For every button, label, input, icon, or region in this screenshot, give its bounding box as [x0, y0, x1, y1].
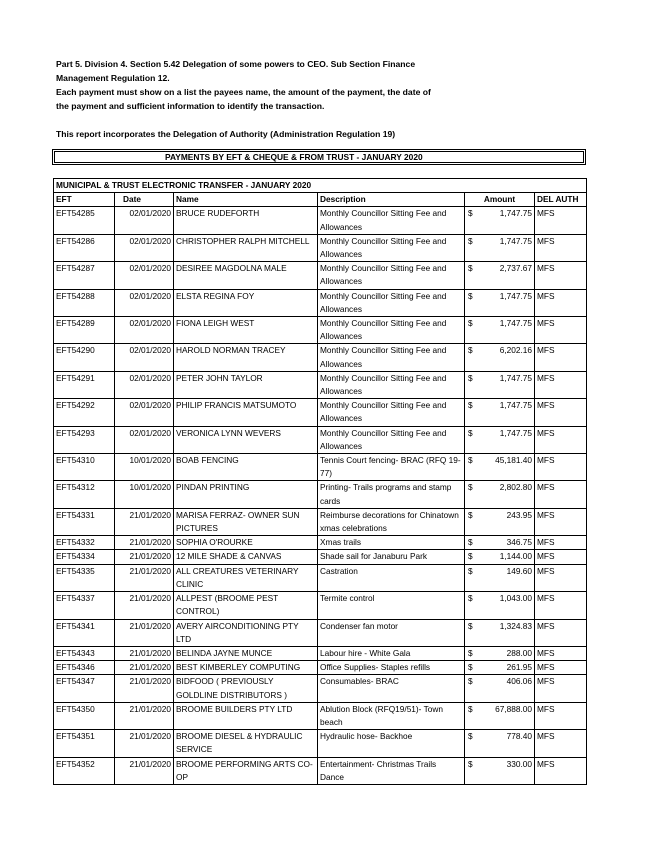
currency-symbol: $	[468, 565, 473, 576]
del-auth-cell: MFS	[535, 399, 587, 426]
del-auth-cell: MFS	[535, 646, 587, 660]
date-cell: 21/01/2020	[115, 564, 174, 591]
name-cell: PETER JOHN TAYLOR	[174, 371, 318, 398]
amount-cell	[465, 619, 535, 646]
intro-line: Management Regulation 12.	[56, 73, 170, 83]
amount-cell	[465, 592, 535, 619]
del-auth-cell: MFS	[535, 481, 587, 508]
del-auth-cell: MFS	[535, 508, 587, 535]
eft-cell: EFT54352	[54, 757, 115, 784]
amount-value: 1,747.75	[499, 427, 532, 438]
date-cell: 21/01/2020	[115, 592, 174, 619]
description-cell: Labour hire - White Gala	[318, 646, 465, 660]
currency-symbol: $	[468, 731, 473, 742]
date-cell: 21/01/2020	[115, 536, 174, 550]
name-cell: HAROLD NORMAN TRACEY	[174, 344, 318, 371]
del-auth-cell: MFS	[535, 454, 587, 481]
currency-symbol: $	[468, 290, 473, 301]
amount-value: 1,043.00	[499, 593, 532, 604]
del-auth-cell: MFS	[535, 289, 587, 316]
col-header-amount: Amount	[465, 193, 535, 207]
eft-cell: EFT54332	[54, 536, 115, 550]
description-cell: Monthly Councillor Sitting Fee and Allowances	[318, 207, 465, 234]
table-row	[54, 757, 587, 784]
amount-cell	[465, 702, 535, 729]
eft-cell: EFT54346	[54, 661, 115, 675]
currency-symbol: $	[468, 620, 473, 631]
eft-cell: EFT54337	[54, 592, 115, 619]
table-row	[54, 344, 587, 371]
del-auth-cell: MFS	[535, 757, 587, 784]
eft-table	[53, 178, 587, 785]
description-cell: Office Supplies- Staples refills	[318, 661, 465, 675]
amount-value: 67,888.00	[495, 703, 532, 714]
name-cell: ELSTA REGINA FOY	[174, 289, 318, 316]
table-row	[54, 619, 587, 646]
table-row	[54, 317, 587, 344]
name-cell: ALLPEST (BROOME PEST CONTROL)	[174, 592, 318, 619]
description-cell: Monthly Councillor Sitting Fee and Allowances	[318, 426, 465, 453]
amount-cell	[465, 757, 535, 784]
eft-cell: EFT54292	[54, 399, 115, 426]
amount-value: 406.06	[506, 676, 532, 687]
eft-cell: EFT54287	[54, 262, 115, 289]
table-row	[54, 730, 587, 757]
date-cell: 21/01/2020	[115, 508, 174, 535]
amount-value: 1,747.75	[499, 400, 532, 411]
amount-cell	[465, 344, 535, 371]
intro-line: Part 5. Division 4. Section 5.42 Delegation of some powers to CEO. Sub Section Finance	[56, 59, 416, 69]
date-cell: 10/01/2020	[115, 454, 174, 481]
description-cell: Termite control	[318, 592, 465, 619]
name-cell: CHRISTOPHER RALPH MITCHELL	[174, 234, 318, 261]
name-cell: 12 MILE SHADE & CANVAS	[174, 550, 318, 564]
name-cell: ALL CREATURES VETERINARY CLINIC	[174, 564, 318, 591]
del-auth-cell: MFS	[535, 317, 587, 344]
date-cell: 02/01/2020	[115, 426, 174, 453]
currency-symbol: $	[468, 758, 473, 769]
name-cell: PHILIP FRANCIS MATSUMOTO	[174, 399, 318, 426]
amount-value: 6,202.16	[499, 345, 532, 356]
eft-cell: EFT54343	[54, 646, 115, 660]
name-cell: DESIREE MAGDOLNA MALE	[174, 262, 318, 289]
currency-symbol: $	[468, 427, 473, 438]
name-cell: VERONICA LYNN WEVERS	[174, 426, 318, 453]
table-row	[54, 702, 587, 729]
amount-value: 1,324.83	[499, 620, 532, 631]
table-row	[54, 592, 587, 619]
table-row	[54, 371, 587, 398]
amount-value: 2,737.67	[499, 263, 532, 274]
description-cell: Ablution Block (RFQ19/51)- Town beach	[318, 702, 465, 729]
date-cell: 02/01/2020	[115, 371, 174, 398]
currency-symbol: $	[468, 703, 473, 714]
description-cell: Printing- Trails programs and stamp cards	[318, 481, 465, 508]
table-row	[54, 399, 587, 426]
currency-symbol: $	[468, 345, 473, 356]
del-auth-cell: MFS	[535, 564, 587, 591]
amount-value: 1,747.75	[499, 235, 532, 246]
currency-symbol: $	[468, 318, 473, 329]
amount-cell	[465, 317, 535, 344]
currency-symbol: $	[468, 509, 473, 520]
currency-symbol: $	[468, 482, 473, 493]
description-cell: Hydraulic hose- Backhoe	[318, 730, 465, 757]
col-header-date: Date	[115, 193, 174, 207]
table-row	[54, 550, 587, 564]
date-cell: 21/01/2020	[115, 757, 174, 784]
currency-symbol: $	[468, 593, 473, 604]
table-row	[54, 426, 587, 453]
amount-cell	[465, 550, 535, 564]
currency-symbol: $	[468, 537, 473, 548]
del-auth-cell: MFS	[535, 344, 587, 371]
table-row	[54, 481, 587, 508]
del-auth-cell: MFS	[535, 207, 587, 234]
currency-symbol: $	[468, 208, 473, 219]
intro-text	[56, 57, 476, 141]
amount-value: 243.95	[506, 509, 532, 520]
eft-cell: EFT54290	[54, 344, 115, 371]
name-cell: PINDAN PRINTING	[174, 481, 318, 508]
del-auth-cell: MFS	[535, 262, 587, 289]
name-cell: MARISA FERRAZ- OWNER SUN PICTURES	[174, 508, 318, 535]
description-cell: Monthly Councillor Sitting Fee and Allowances	[318, 399, 465, 426]
payments-banner	[52, 149, 586, 165]
table-row	[54, 661, 587, 675]
intro-line: Each payment must show on a list the payees name, the amount of the payment, the date of	[56, 87, 431, 97]
name-cell: BRUCE RUDEFORTH	[174, 207, 318, 234]
date-cell: 02/01/2020	[115, 344, 174, 371]
amount-value: 1,747.75	[499, 372, 532, 383]
del-auth-cell: MFS	[535, 730, 587, 757]
intro-line: the payment and sufficient information to identify the transaction.	[56, 101, 325, 111]
amount-cell	[465, 508, 535, 535]
amount-cell	[465, 207, 535, 234]
eft-cell: EFT54331	[54, 508, 115, 535]
date-cell: 02/01/2020	[115, 317, 174, 344]
amount-value: 261.95	[506, 662, 532, 673]
table-row	[54, 646, 587, 660]
amount-cell	[465, 646, 535, 660]
amount-value: 149.60	[506, 565, 532, 576]
intro-line: This report incorporates the Delegation of Authority (Administration Regulation 19)	[56, 129, 396, 139]
del-auth-cell: MFS	[535, 371, 587, 398]
name-cell: FIONA LEIGH WEST	[174, 317, 318, 344]
eft-cell: EFT54289	[54, 317, 115, 344]
date-cell: 21/01/2020	[115, 619, 174, 646]
amount-value: 346.75	[506, 537, 532, 548]
table-row	[54, 289, 587, 316]
name-cell: BELINDA JAYNE MUNCE	[174, 646, 318, 660]
amount-cell	[465, 564, 535, 591]
description-cell: Monthly Councillor Sitting Fee and Allowances	[318, 262, 465, 289]
amount-cell	[465, 289, 535, 316]
amount-cell	[465, 661, 535, 675]
amount-cell	[465, 262, 535, 289]
eft-cell: EFT54351	[54, 730, 115, 757]
description-cell: Monthly Councillor Sitting Fee and Allowances	[318, 344, 465, 371]
amount-value: 2,802.80	[499, 482, 532, 493]
description-cell: Reimburse decorations for Chinatown xmas celebrations	[318, 508, 465, 535]
amount-value: 1,747.75	[499, 290, 532, 301]
amount-cell	[465, 675, 535, 702]
del-auth-cell: MFS	[535, 592, 587, 619]
description-cell: Consumables- BRAC	[318, 675, 465, 702]
description-cell: Monthly Councillor Sitting Fee and Allowances	[318, 317, 465, 344]
description-cell: Monthly Councillor Sitting Fee and Allowances	[318, 289, 465, 316]
name-cell: SOPHIA O'ROURKE	[174, 536, 318, 550]
del-auth-cell: MFS	[535, 702, 587, 729]
amount-value: 1,747.75	[499, 208, 532, 219]
table-title: MUNICIPAL & TRUST ELECTRONIC TRANSFER - JANUARY 2020	[54, 179, 587, 193]
currency-symbol: $	[468, 647, 473, 658]
del-auth-cell: MFS	[535, 234, 587, 261]
amount-value: 45,181.40	[495, 455, 532, 466]
del-auth-cell: MFS	[535, 661, 587, 675]
amount-cell	[465, 536, 535, 550]
name-cell: BIDFOOD ( PREVIOUSLY GOLDLINE DISTRIBUTORS )	[174, 675, 318, 702]
col-header-name: Name	[174, 193, 318, 207]
table-row	[54, 234, 587, 261]
currency-symbol: $	[468, 372, 473, 383]
eft-cell: EFT54293	[54, 426, 115, 453]
currency-symbol: $	[468, 400, 473, 411]
banner-title: PAYMENTS BY EFT & CHEQUE & FROM TRUST - JANUARY 2020	[54, 151, 584, 163]
description-cell: Condenser fan motor	[318, 619, 465, 646]
del-auth-cell: MFS	[535, 426, 587, 453]
eft-cell: EFT54350	[54, 702, 115, 729]
currency-symbol: $	[468, 551, 473, 562]
table-row	[54, 454, 587, 481]
date-cell: 21/01/2020	[115, 661, 174, 675]
currency-symbol: $	[468, 235, 473, 246]
amount-cell	[465, 454, 535, 481]
amount-cell	[465, 399, 535, 426]
col-header-del-auth: DEL AUTH	[535, 193, 587, 207]
table-row	[54, 262, 587, 289]
amount-value: 1,747.75	[499, 318, 532, 329]
name-cell: BOAB FENCING	[174, 454, 318, 481]
table-row	[54, 536, 587, 550]
amount-cell	[465, 234, 535, 261]
description-cell: Monthly Councillor Sitting Fee and Allowances	[318, 371, 465, 398]
date-cell: 21/01/2020	[115, 702, 174, 729]
description-cell: Monthly Councillor Sitting Fee and Allowances	[318, 234, 465, 261]
eft-cell: EFT54288	[54, 289, 115, 316]
eft-cell: EFT54334	[54, 550, 115, 564]
description-cell: Tennis Court fencing- BRAC (RFQ 19-77)	[318, 454, 465, 481]
currency-symbol: $	[468, 455, 473, 466]
eft-cell: EFT54341	[54, 619, 115, 646]
name-cell: BROOME BUILDERS PTY LTD	[174, 702, 318, 729]
del-auth-cell: MFS	[535, 619, 587, 646]
eft-cell: EFT54291	[54, 371, 115, 398]
table-row	[54, 564, 587, 591]
eft-cell: EFT54335	[54, 564, 115, 591]
name-cell: BROOME PERFORMING ARTS CO-OP	[174, 757, 318, 784]
table-row	[54, 675, 587, 702]
amount-value: 330.00	[506, 758, 532, 769]
eft-cell: EFT54286	[54, 234, 115, 261]
amount-cell	[465, 426, 535, 453]
amount-cell	[465, 730, 535, 757]
del-auth-cell: MFS	[535, 550, 587, 564]
eft-cell: EFT54310	[54, 454, 115, 481]
amount-cell	[465, 481, 535, 508]
col-header-eft: EFT	[54, 193, 115, 207]
eft-cell: EFT54312	[54, 481, 115, 508]
del-auth-cell: MFS	[535, 675, 587, 702]
date-cell: 02/01/2020	[115, 207, 174, 234]
date-cell: 21/01/2020	[115, 675, 174, 702]
date-cell: 02/01/2020	[115, 262, 174, 289]
currency-symbol: $	[468, 662, 473, 673]
description-cell: Xmas trails	[318, 536, 465, 550]
name-cell: BEST KIMBERLEY COMPUTING	[174, 661, 318, 675]
name-cell: BROOME DIESEL & HYDRAULIC SERVICE	[174, 730, 318, 757]
date-cell: 02/01/2020	[115, 234, 174, 261]
amount-cell	[465, 371, 535, 398]
name-cell: AVERY AIRCONDITIONING PTY LTD	[174, 619, 318, 646]
del-auth-cell: MFS	[535, 536, 587, 550]
amount-value: 288.00	[506, 647, 532, 658]
currency-symbol: $	[468, 676, 473, 687]
date-cell: 21/01/2020	[115, 730, 174, 757]
date-cell: 02/01/2020	[115, 399, 174, 426]
currency-symbol: $	[468, 263, 473, 274]
date-cell: 02/01/2020	[115, 289, 174, 316]
eft-cell: EFT54347	[54, 675, 115, 702]
col-header-description: Description	[318, 193, 465, 207]
description-cell: Entertainment- Christmas Trails Dance	[318, 757, 465, 784]
date-cell: 21/01/2020	[115, 646, 174, 660]
amount-value: 1,144.00	[499, 551, 532, 562]
description-cell: Shade sail for Janaburu Park	[318, 550, 465, 564]
date-cell: 21/01/2020	[115, 550, 174, 564]
amount-value: 778.40	[506, 731, 532, 742]
description-cell: Castration	[318, 564, 465, 591]
table-row	[54, 207, 587, 234]
eft-cell: EFT54285	[54, 207, 115, 234]
date-cell: 10/01/2020	[115, 481, 174, 508]
table-row	[54, 508, 587, 535]
